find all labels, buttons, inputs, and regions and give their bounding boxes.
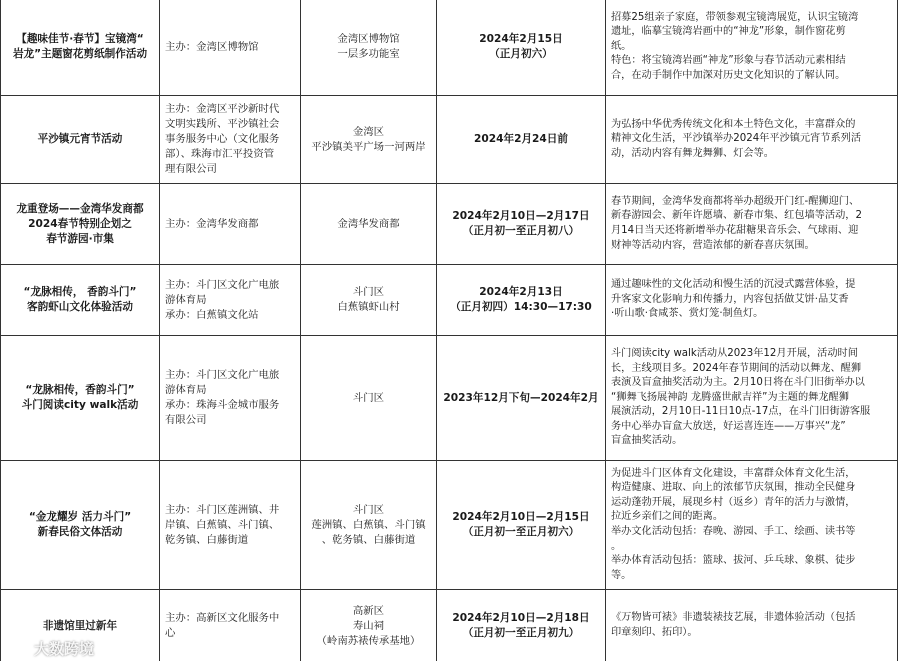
organizer-text: 主办：金湾区平沙新时代 (165, 103, 280, 115)
activity-name-cell (1, 96, 160, 184)
table-row (1, 0, 898, 96)
organizer-cell (160, 184, 301, 265)
table-row (1, 590, 898, 661)
date-text: 2024年2月13日 (479, 286, 563, 298)
description-text: 《万物皆可裱》非遗装裱技艺展，非遗体验活动（包括 (611, 612, 856, 624)
venue-text: 金湾华发商都 (337, 217, 400, 230)
organizer-text: 心 (165, 627, 176, 639)
table-row (1, 265, 898, 336)
description-text: 斗门阅读city walk活动从2023年12月开展，活动时间 (611, 347, 858, 359)
date-cell (437, 0, 606, 96)
activity-name-text: 【趣味佳节·春节】宝镜湾“ (16, 33, 144, 45)
description-text: 升客家文化影响力和传播力，内容包括做艾饼·品艾香 (611, 293, 849, 305)
organizer-cell (160, 590, 301, 661)
venue-cell (301, 590, 437, 661)
description-text: 长，主线项目多。2024年春节期间的活动以舞龙、醒狮 (611, 362, 862, 374)
description-text: 招募25组亲子家庭，带领参观宝镜湾展览，认识宝镜湾 (611, 11, 859, 23)
date-text: （正月初一至正月初九） (462, 627, 580, 639)
organizer-text: 主办：高新区文化服务中 (165, 612, 280, 624)
description-text: 新春游园会、新年许愿墙、新春市集、红包墙等活动，2 (611, 210, 862, 222)
date-text: 2024年2月10日—2月17日 (452, 210, 590, 222)
venue-text: 斗门区 (352, 286, 385, 298)
venue-cell (301, 336, 437, 461)
description-text: 运动蓬勃开展，展现乡村（返乡）青年的活力与激情， (611, 496, 856, 508)
description-text: ·听山歌·食咸茶、赏灯笼·制鱼灯。 (611, 308, 764, 320)
description-text: 举办文化活动包括：春晚、游园、手工、绘画、读书等 (611, 526, 856, 537)
organizer-text: 主办：金湾华发商都 (165, 217, 259, 230)
organizer-text: 理有限公司 (165, 163, 217, 175)
organizer-text: 游体育局 (165, 293, 207, 306)
description-text: 通过趣味性的文化活动和慢生活的沉浸式露营体验，提 (611, 279, 856, 291)
date-cell (437, 461, 606, 590)
description-text: 等。 (611, 569, 632, 581)
organizer-text: 有限公司 (165, 414, 207, 426)
description-text: 精神文化生活，平沙镇举办2024年平沙镇元宵节系列活 (611, 133, 862, 145)
description-cell (606, 184, 898, 265)
activity-table-body (1, 0, 898, 661)
venue-cell (301, 0, 437, 96)
organizer-text: 主办：斗门区文化广电旅 (165, 369, 280, 381)
venue-text: 金湾区 (352, 125, 385, 138)
venue-text: 金湾区博物馆 (337, 33, 400, 45)
organizer-text: 承办：白蕉镇文化站 (165, 308, 259, 321)
description-cell (606, 461, 898, 590)
venue-cell (301, 184, 437, 265)
table-row (1, 96, 898, 184)
venue-text: 斗门区 (352, 503, 385, 516)
organizer-text: 部）、珠海市汇平投资管 (165, 148, 275, 160)
organizer-text: 乾务镇、白藤街道 (165, 533, 249, 546)
description-text: 。 (611, 540, 622, 552)
description-cell (606, 336, 898, 461)
venue-cell (301, 96, 437, 184)
description-text: 合，在动手制作中加深对历史文化知识的了解认同。 (611, 69, 846, 81)
description-text: 印章刻印、拓印）。 (611, 627, 698, 638)
venue-text: 一层多功能室 (337, 48, 400, 60)
date-text: （正月初四）14:30—17:30 (450, 301, 592, 313)
activity-name-text: 新春民俗文体活动 (37, 526, 123, 538)
date-text: 2023年12月下旬—2024年2月 (443, 391, 599, 404)
organizer-text: 岸镇、白蕉镇、斗门镇、 (165, 518, 280, 531)
description-text: 为促进斗门区体育文化建设，丰富群众体育文化生活， (611, 467, 856, 479)
activity-name-text: “龙脉相传， 香韵斗门” (23, 286, 137, 298)
watermark (6, 638, 94, 658)
activity-name-text: “龙脉相传，香韵斗门” (25, 384, 135, 396)
activity-name-cell (1, 265, 160, 336)
date-cell (437, 265, 606, 336)
description-text: 表演及盲盒抽奖活动为主。2月10日将在斗门旧街举办以 (611, 377, 865, 389)
table-row (1, 461, 898, 590)
date-cell (437, 184, 606, 265)
watermark-text: 大数跨境 (34, 639, 95, 658)
description-text: 特色：将宝镜湾岩画“神龙”形象与春节活动元素相结 (611, 55, 846, 67)
description-text: 拉近乡亲们之间的距离。 (611, 511, 724, 523)
date-text: 2024年2月24日前 (474, 133, 568, 145)
venue-text: 寿山祠 (352, 619, 385, 632)
organizer-cell (160, 461, 301, 590)
organizer-cell (160, 96, 301, 184)
venue-cell (301, 265, 437, 336)
table-row (1, 184, 898, 265)
description-text: 盲盒抽奖活动。 (611, 435, 683, 447)
activity-name-text: 春节游园·市集 (46, 232, 114, 245)
venue-text: 莲洲镇、白蕉镇、斗门镇 (311, 518, 426, 531)
description-text: 动，活动内容有舞龙舞狮、灯会等。 (611, 147, 774, 159)
activity-name-text: 斗门阅读city walk活动 (21, 399, 139, 411)
description-text: 财神等活动内容，营造浓郁的新春喜庆氛围。 (611, 239, 815, 251)
activity-name-text: 2024春节特别企划之 (28, 217, 132, 230)
bubble-logo-icon (6, 639, 30, 657)
date-cell (437, 590, 606, 661)
date-cell (437, 336, 606, 461)
venue-text: 平沙镇美平广场一河两岸 (311, 140, 426, 153)
activity-name-text: 岩龙”主题窗花剪纸制作活动 (12, 48, 148, 60)
description-text: “狮舞飞扬展神韵 龙腾盛世献吉祥”为主题的舞龙醒狮 (611, 391, 849, 403)
description-text: 举办体育活动包括：篮球、拔河、乒乓球、象棋、徒步 (611, 555, 856, 567)
date-cell (437, 96, 606, 184)
activity-name-cell (1, 336, 160, 461)
organizer-text: 主办：斗门区文化广电旅 (165, 278, 280, 291)
organizer-text: 文明实践所、平沙镇社会 (165, 118, 280, 130)
description-text: 月14日当天还将新增举办花甜糖果音乐会、气球雨、迎 (611, 225, 859, 236)
date-text: （正月初一至正月初六） (462, 526, 580, 538)
table-row (1, 336, 898, 461)
description-cell (606, 265, 898, 336)
venue-text: （岭南苏裱传承基地） (316, 634, 421, 647)
date-text: （正月初一至正月初八） (462, 225, 580, 237)
description-cell (606, 96, 898, 184)
activity-name-text: “金龙耀岁 活力斗门” (28, 511, 132, 523)
venue-text: 斗门区 (352, 391, 385, 404)
organizer-text: 游体育局 (165, 384, 207, 396)
description-cell (606, 0, 898, 96)
activity-name-text: 非遗馆里过新年 (42, 619, 118, 632)
activity-name-text: 平沙镇元宵节活动 (37, 133, 123, 145)
organizer-text: 事务服务中心（文化服务 (165, 133, 280, 145)
activity-name-cell (1, 461, 160, 590)
organizer-text: 主办：金湾区博物馆 (165, 40, 259, 53)
organizer-cell (160, 265, 301, 336)
description-text: 展演活动，2月10日-11日10点-17点，在斗门旧街游客服 (611, 406, 871, 418)
description-text: 务中心举办盲盒大放送，好运喜连连——万事兴“龙” (611, 420, 846, 432)
description-text: 春节期间，金湾华发商都将举办超级开门红-醒狮迎门、 (611, 195, 860, 207)
organizer-cell (160, 0, 301, 96)
activity-name-cell (1, 0, 160, 96)
organizer-cell (160, 336, 301, 461)
date-text: （正月初六） (489, 48, 553, 60)
date-text: 2024年2月15日 (479, 33, 563, 45)
date-text: 2024年2月10日—2月18日 (452, 612, 590, 624)
venue-text: 白蕉镇虾山村 (337, 301, 400, 313)
description-cell (606, 590, 898, 661)
description-text: 为弘扬中华优秀传统文化和本土特色文化，丰富群众的 (611, 118, 856, 130)
venue-text: 高新区 (352, 604, 385, 617)
organizer-text: 承办：珠海斗金城市服务 (165, 399, 280, 411)
activity-name-cell (1, 184, 160, 265)
date-text: 2024年2月10日—2月15日 (452, 511, 590, 523)
activity-name-text: 客韵虾山文化体验活动 (27, 301, 133, 313)
description-text: 纸。 (611, 40, 632, 52)
venue-cell (301, 461, 437, 590)
venue-text: 、乾务镇、白藤街道 (321, 533, 416, 546)
description-text: 构造健康、进取、向上的浓郁节庆氛围，推动全民健身 (611, 482, 856, 494)
organizer-text: 主办：斗门区莲洲镇、井 (165, 503, 280, 516)
description-text: 遗址，临摹宝镜湾岩画中的“神龙”形象，制作窗花剪 (611, 26, 846, 38)
activity-name-text: 龙重登场——金湾华发商都 (16, 202, 144, 215)
